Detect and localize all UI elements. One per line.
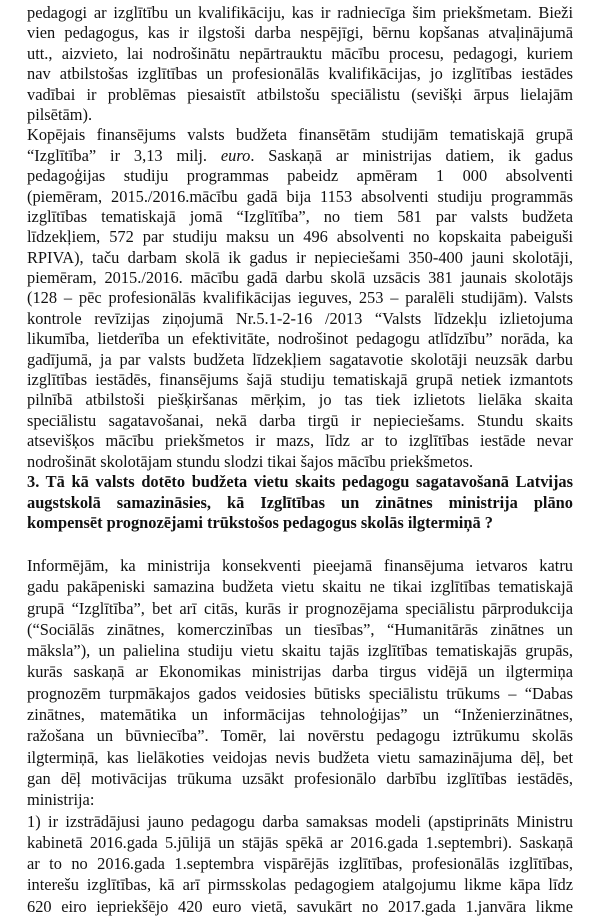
text-line: zinātnes, matemātika un informācijas tehnoloģijas” un “Inženierzinātnes,: [27, 705, 573, 725]
text-line: “Izglītība” ir 3,13 milj. euro. Saskaņā ar ministrijas datiem, ik gadus: [27, 145, 573, 165]
text-line: likumība, lietderība un efektivitāte, nodrošinot pedagogu atlīdzību” norāda, ka: [27, 329, 573, 349]
text-line: izglītības iestādēs, finansējums šajā studiju tematiskajā grupā netiek izmantots: [27, 370, 573, 390]
text-line: ilgtermiņā, kas lielākoties veidojas nevis budžeta vietu samazinājuma dēļ, bet: [27, 747, 573, 767]
text-line: prognozēm turpmākajos gados veidosies būtisks speciālistu trūkums – “Dabas: [27, 683, 573, 703]
paragraph-funding: [27, 3, 573, 472]
text-line: augstskolā samazināsies, kā Izglītības un zinātnes ministrija plāno: [27, 492, 573, 512]
text-line: piemēram, 2015./2016. mācību gadā darbu skolā uzsācis 381 jaunais skolotājs: [27, 268, 573, 288]
text-line: ministrija:: [27, 790, 95, 810]
text-line: grupā “Izglītība”, bet arī citās, kurās ir prognozējama speciālistu pārprodukcija: [27, 598, 573, 618]
text-line: gadu pakāpeniski samazina budžeta vietu skaitu ne tikai izglītības tematiskajā: [27, 577, 573, 597]
text-line: ar to no 2016.gada 1.septembra vispārējās izglītības, profesionālās izglītības,: [27, 854, 573, 874]
text-line: vadībai ir problēmas piesaistīt atbilstošu speciālistu (sevišķi ārpus lielajām: [27, 84, 573, 104]
text-line: utt., aizvieto, lai nodrošinātu nepārtrauktu mācību procesu, pedagogi, kuriem: [27, 43, 573, 63]
text-line: kabinetā 2016.gada 5.jūlijā un stājās spēkā ar 2016.gada 1.septembri). Saskaņā: [27, 832, 573, 852]
text-line: (128 – pēc profesionālās kvalifikācijas ieguves, 253 – paralēli studijām). Valsts: [27, 288, 573, 308]
text-line: gan dēļ motivācijas trūkuma uzsākt profesionālo darbību izglītības iestādēs,: [27, 768, 573, 788]
text-line: māksla”), un palielina studiju vietu skaitu tajās izglītības tematiskajās grupās,: [27, 641, 573, 661]
text-line: interešu izglītības, kā arī pirmsskolas pedagogiem atalgojumu likme kāpa līdz: [27, 875, 573, 895]
text-line: kontrole revīzijas ziņojumā Nr.5.1-2-16 /2013 “Valsts līdzekļu izlietojuma: [27, 308, 573, 328]
text-line: kurās saskaņā ar Ekonomikas ministrijas darba tirgus vidējā un ilgtermiņa: [27, 662, 573, 682]
text-line: (piemēram, 2015./2016.mācību gadā bija 1153 absolventi studiju programmās: [27, 186, 573, 206]
text-line: 3. Tā kā valsts dotēto budžeta vietu skaits pedagogu sagatavošanā Latvijas: [27, 472, 573, 491]
paragraph-answer: [27, 555, 573, 917]
text-line: nodrošināt skolotājam stundu slodzi tikai šajos mācību priekšmetos.: [27, 451, 474, 471]
text-line: Informējām, ka ministrija konsekventi pieejamā finansējuma ietvaros katru: [27, 556, 573, 575]
text-line: pedagogi ar izglītību un kvalifikāciju, kas ir radniecīga šim priekšmetam. Bieži: [27, 3, 573, 22]
text-line: pedagoģijas studiju programmas pabeidz apmēram 1 000 absolventi: [27, 166, 573, 186]
text-line: pilsētām).: [27, 104, 93, 124]
text-line: nav atbilstošas izglītības un profesionālās kvalifikācijas, jo izglītības iestādes: [27, 64, 573, 84]
text-line: gadījumā, ja par valsts budžeta līdzekļiem sagatavotie skolotāji neuzsāk darbu: [27, 349, 573, 369]
text-line: ražošana un būvniecība”. Tomēr, lai novērstu pedagogu iztrūkumu skolās: [27, 726, 573, 746]
text-line: pilnībā atbilstoši piešķiršanas mērķim, jo tas tiek izlietots lielāka skaita: [27, 390, 573, 410]
text-line: atsevišķos mācību priekšmetos ir mazs, līdz ar to izglītības iestāde nevar: [27, 431, 573, 451]
text-line: Kopējais finansējums valsts budžeta finansētām studijām tematiskajā grupā: [27, 125, 573, 145]
text-line: speciālistu sagatavošanai, nekā darba tirgū ir nepieciešams. Stundu skaits: [27, 410, 573, 430]
text-line: (“Sociālās zinātnes, komerczinības un tiesības”, “Humanitārās zinātnes un: [27, 619, 573, 639]
text-line: kompensēt prognozējami trūkstošos pedagogus skolās ilgtermiņā ?: [27, 513, 493, 533]
text-line: vien pedagogus, kas ir ilgstoši darba nespējīgi, bērnu kopšanas atvaļinājumā: [27, 23, 573, 43]
text-line: RPIVA), taču darbam skolā ik gadus ir nepieciešami 350-400 jauni skolotāji,: [27, 247, 573, 267]
question-3-heading: [27, 472, 573, 534]
text-line: izglītības tematiskajā jomā “Izglītība”, no tiem 581 par valsts budžeta: [27, 206, 573, 226]
text-line: 1) ir izstrādājusi jauno pedagogu darba samaksas modeli (apstiprināts Ministru: [27, 811, 573, 831]
text-line: līdzekļiem, 572 par studiju maksu un 496 absolventi no kopskaita pabeiguši: [27, 227, 573, 247]
text-line: 620 eiro iepriekšējo 420 euro vietā, savukārt no 2017.gada 1.janvāra likme: [27, 896, 573, 916]
